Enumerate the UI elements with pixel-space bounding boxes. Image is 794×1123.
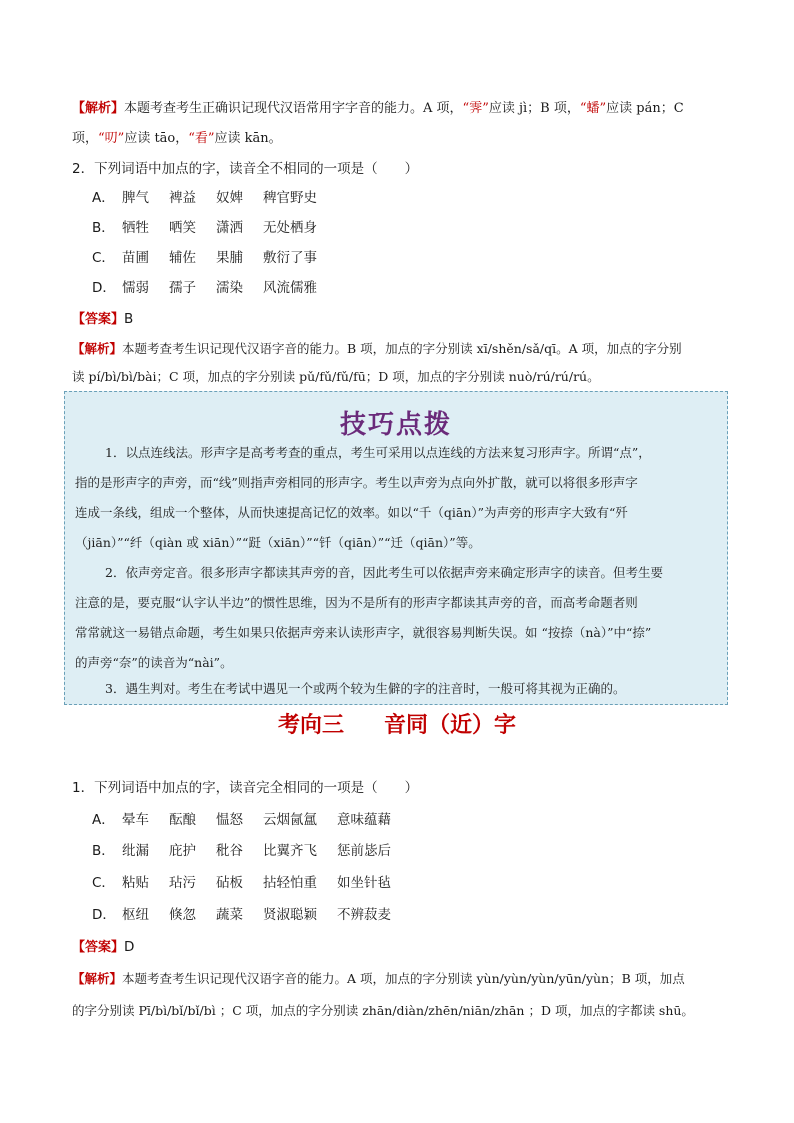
question-2-answer: 【答案】B	[72, 311, 134, 327]
section-heading: 考向三 音同（近）字	[277, 712, 517, 738]
question-1-answer: 【答案】D	[72, 939, 135, 955]
answer-tag: 【答案】	[72, 940, 125, 955]
question-2-analysis-cont: 读 pí/bì/bì/bài；C 项，加点的字分别读 pǔ/fǔ/fǔ/fū；D 项，加点的字分别读 nuò/rú/rú/rú。	[72, 369, 600, 384]
tips-line: 3．遇生判对。考生在考试中遇见一个或两个较为生僻的字的注音时，一般可将其视为正确的。	[105, 681, 626, 696]
question-2-option-c: C． 苗圃 辅佐 果脯 敷衍了事	[92, 250, 317, 266]
question-1-option-b: B． 纰漏 庇护 秕谷 比翼齐飞 惩前毖后	[92, 843, 391, 859]
question-2-analysis: 【解析】本题考查考生识记现代汉语字音的能力。B 项，加点的字分别读 xī/shěn/sǎ/qī。A 项，加点的字分别	[72, 341, 682, 356]
question-2-option-a: A． 脾气 裨益 奴婢 稗官野史	[92, 190, 317, 206]
analysis-tag: 【解析】	[72, 971, 123, 986]
tips-line: 1．以点连线法。形声字是高考考查的重点，考生可采用以点连线的方法来复习形声字。所谓“点”，	[105, 445, 651, 460]
analysis-paragraph-1-cont: 项，“叨”应读 tāo，“看”应读 kān。	[72, 131, 282, 146]
tips-line: 2．依声旁定音。很多形声字都读其声旁的音，因此考生可以依据声旁来确定形声字的读音。但考生要	[105, 565, 663, 580]
analysis-tag: 【解析】	[72, 341, 123, 356]
tips-line: 指的是形声字的声旁，而“线”则指声旁相同的形声字。考生以声旁为点向外扩散，就可以将很多形声字	[75, 475, 638, 490]
question-2-option-b: B． 牺牲 哂笑 潇洒 无处栖身	[92, 220, 317, 236]
question-1-option-d: D． 枢纽 倏忽 蔬菜 贤淑聪颖 不辨菽麦	[92, 907, 391, 923]
tips-line: 的声旁“奈”的读音为“nài”。	[75, 655, 233, 670]
tips-line: （jiān）”“纤（qiàn 或 xiān）”“跹（xiān）”“钎（qiān）”“迁（qiān）”等。	[75, 535, 481, 550]
question-1-analysis: 【解析】本题考查考生识记现代汉语字音的能力。A 项，加点的字分别读 yùn/yùn/yùn/yūn/yùn；B 项，加点	[72, 971, 685, 986]
question-2-option-d: D． 懦弱 孺子 濡染 风流儒雅	[92, 280, 317, 296]
question-1-option-a: A． 晕车 酝酿 愠怒 云烟氤氲 意味蕴藉	[92, 812, 391, 828]
answer-tag: 【答案】	[72, 312, 125, 327]
question-2-stem: 2．下列词语中加点的字，读音全不相同的一项是（ ）	[72, 161, 419, 177]
question-1-stem: 1．下列词语中加点的字，读音完全相同的一项是（ ）	[72, 780, 419, 796]
question-1-analysis-cont: 的字分别读 Pī/bì/bǐ/bǐ/bì ；C 项，加点的字分别读 zhān/diàn/zhēn/niān/zhān ；D 项，加点的字都读 shū。	[72, 1003, 694, 1018]
analysis-tag: 【解析】	[72, 101, 125, 116]
tips-box	[64, 391, 728, 705]
tips-title: 技巧点拨	[339, 410, 452, 440]
tips-line: 连成一条线，组成一个整体，从而快速提高记忆的效率。如以“千（qiān）”为声旁的形声字大致有“歼	[75, 505, 628, 520]
tips-line: 常常就这一易错点命题，考生如果只依据声旁来认读形声字，就很容易判断失误。如 “按捺（nà）”中“捺”	[75, 625, 652, 640]
question-1-option-c: C． 粘贴 玷污 砧板 拈轻怕重 如坐针毡	[92, 875, 391, 891]
tips-line: 注意的是，要克服“认字认半边”的惯性思维，因为不是所有的形声字都读其声旁的音，而高考命题者则	[75, 595, 638, 610]
analysis-paragraph-1: 【解析】本题考查考生正确识记现代汉语常用字字音的能力。A 项，“霁”应读 jì；B 项，“蟠”应读 pán；C	[72, 101, 684, 116]
